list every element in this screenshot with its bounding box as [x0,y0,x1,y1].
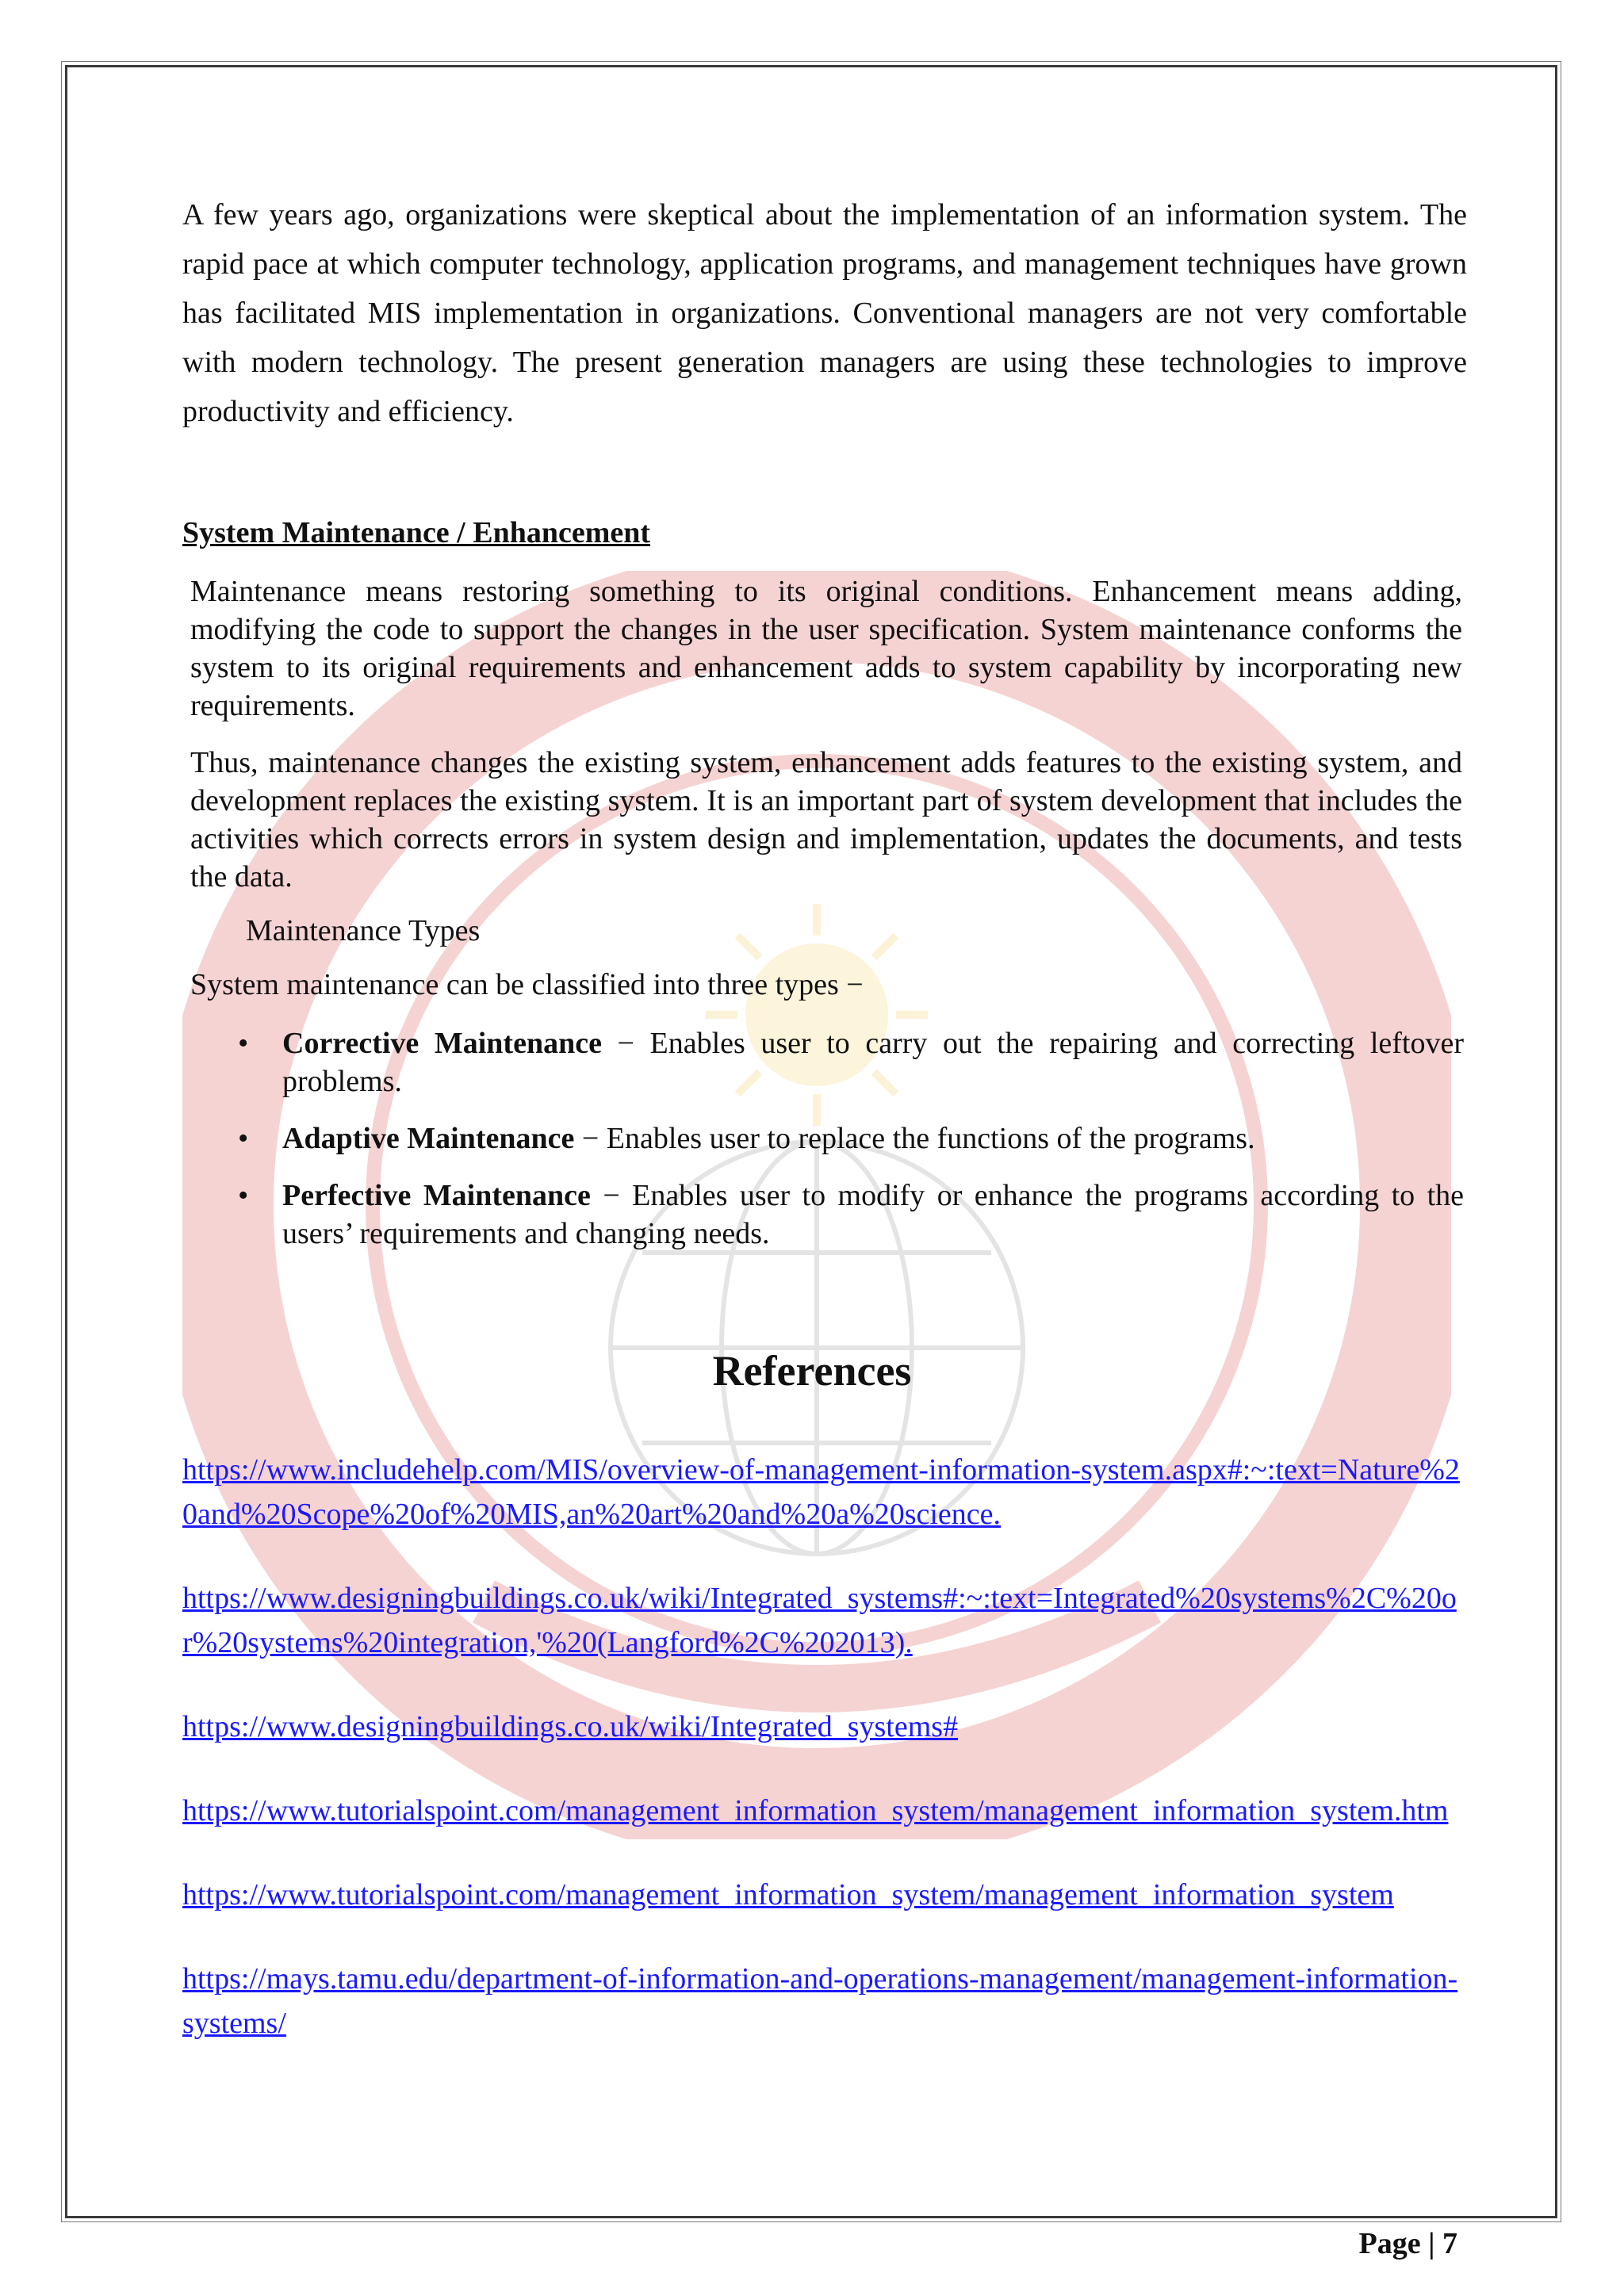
maintenance-paragraph-2: Thus, maintenance changes the existing system, enhancement adds features to the existing system, and development replaces the existing system. It is an important part of system development that includes the activities which corrects errors in system design and implementation, updates the documents, and tests the data. [190,746,1462,894]
maintenance-paragraph-1: Maintenance means restoring something to its original conditions. Enhancement means adding, modifying the code to support the changes in the user specification. System maintenance conforms the system to its original requirements and enhancement adds to system capability by incorporating new requirements. [190,575,1462,722]
reference-link[interactable]: https://www.designingbuildings.co.uk/wiki/Integrated_systems# [182,1710,959,1743]
type-description: − Enables user to replace the functions of the programs. [574,1122,1255,1155]
maintenance-types-heading: Maintenance Types [246,914,481,947]
list-item [238,1177,1464,1253]
reference-link[interactable]: https://www.designingbuildings.co.uk/wiki/Integrated_systems#:~:text=Integrated%20systems%2C%20or%20systems%20integration,'%20(Langford%2C%202013). [182,1582,1457,1659]
bullet-icon: • [238,1027,249,1060]
list-item [238,1024,1464,1100]
section-heading: System Maintenance / Enhancement [182,516,651,549]
references-list [182,1448,1464,2085]
type-title: Perfective Maintenance [282,1179,591,1212]
reference-link[interactable]: https://mays.tamu.edu/department-of-information-and-operations-management/management-information-systems/ [182,1962,1458,2040]
reference-link[interactable]: https://www.tutorialspoint.com/management_information_system/management_information_system.htm [182,1794,1449,1827]
type-title: Adaptive Maintenance [282,1122,575,1155]
type-title: Corrective Maintenance [282,1027,602,1060]
bullet-icon: • [238,1122,249,1155]
list-item [238,1119,1464,1158]
reference-link[interactable]: https://www.includehelp.com/MIS/overview-of-management-information-system.aspx#:~:text=Nature%20and%20Scope%20of%20MIS,an%20art%20and%20a%20science. [182,1453,1460,1531]
page-number: Page | 7 [1358,2227,1457,2260]
maintenance-types-intro: System maintenance can be classified into three types − [190,968,864,1001]
bullet-icon: • [238,1179,249,1212]
type-description: − Enables user to modify or enhance the programs according to the users’ requirements and changing needs. [282,1179,1464,1250]
maintenance-types-list [238,1024,1464,1272]
reference-link[interactable]: https://www.tutorialspoint.com/management_information_system/management_information_system [182,1878,1394,1911]
maintenance-body [190,572,1462,915]
references-title: References [712,1347,912,1395]
intro-paragraph: A few years ago, organizations were skeptical about the implementation of an information system. The rapid pace at which computer technology, application programs, and management techniques have grown has facilitated MIS implementation in organizations. Conventional managers are not very comfortable with modern technology. The present generation managers are using these technologies to improve productivity and efficiency. [182,198,1467,428]
type-description: − Enables user to carry out the repairing and correcting leftover problems. [282,1027,1464,1098]
